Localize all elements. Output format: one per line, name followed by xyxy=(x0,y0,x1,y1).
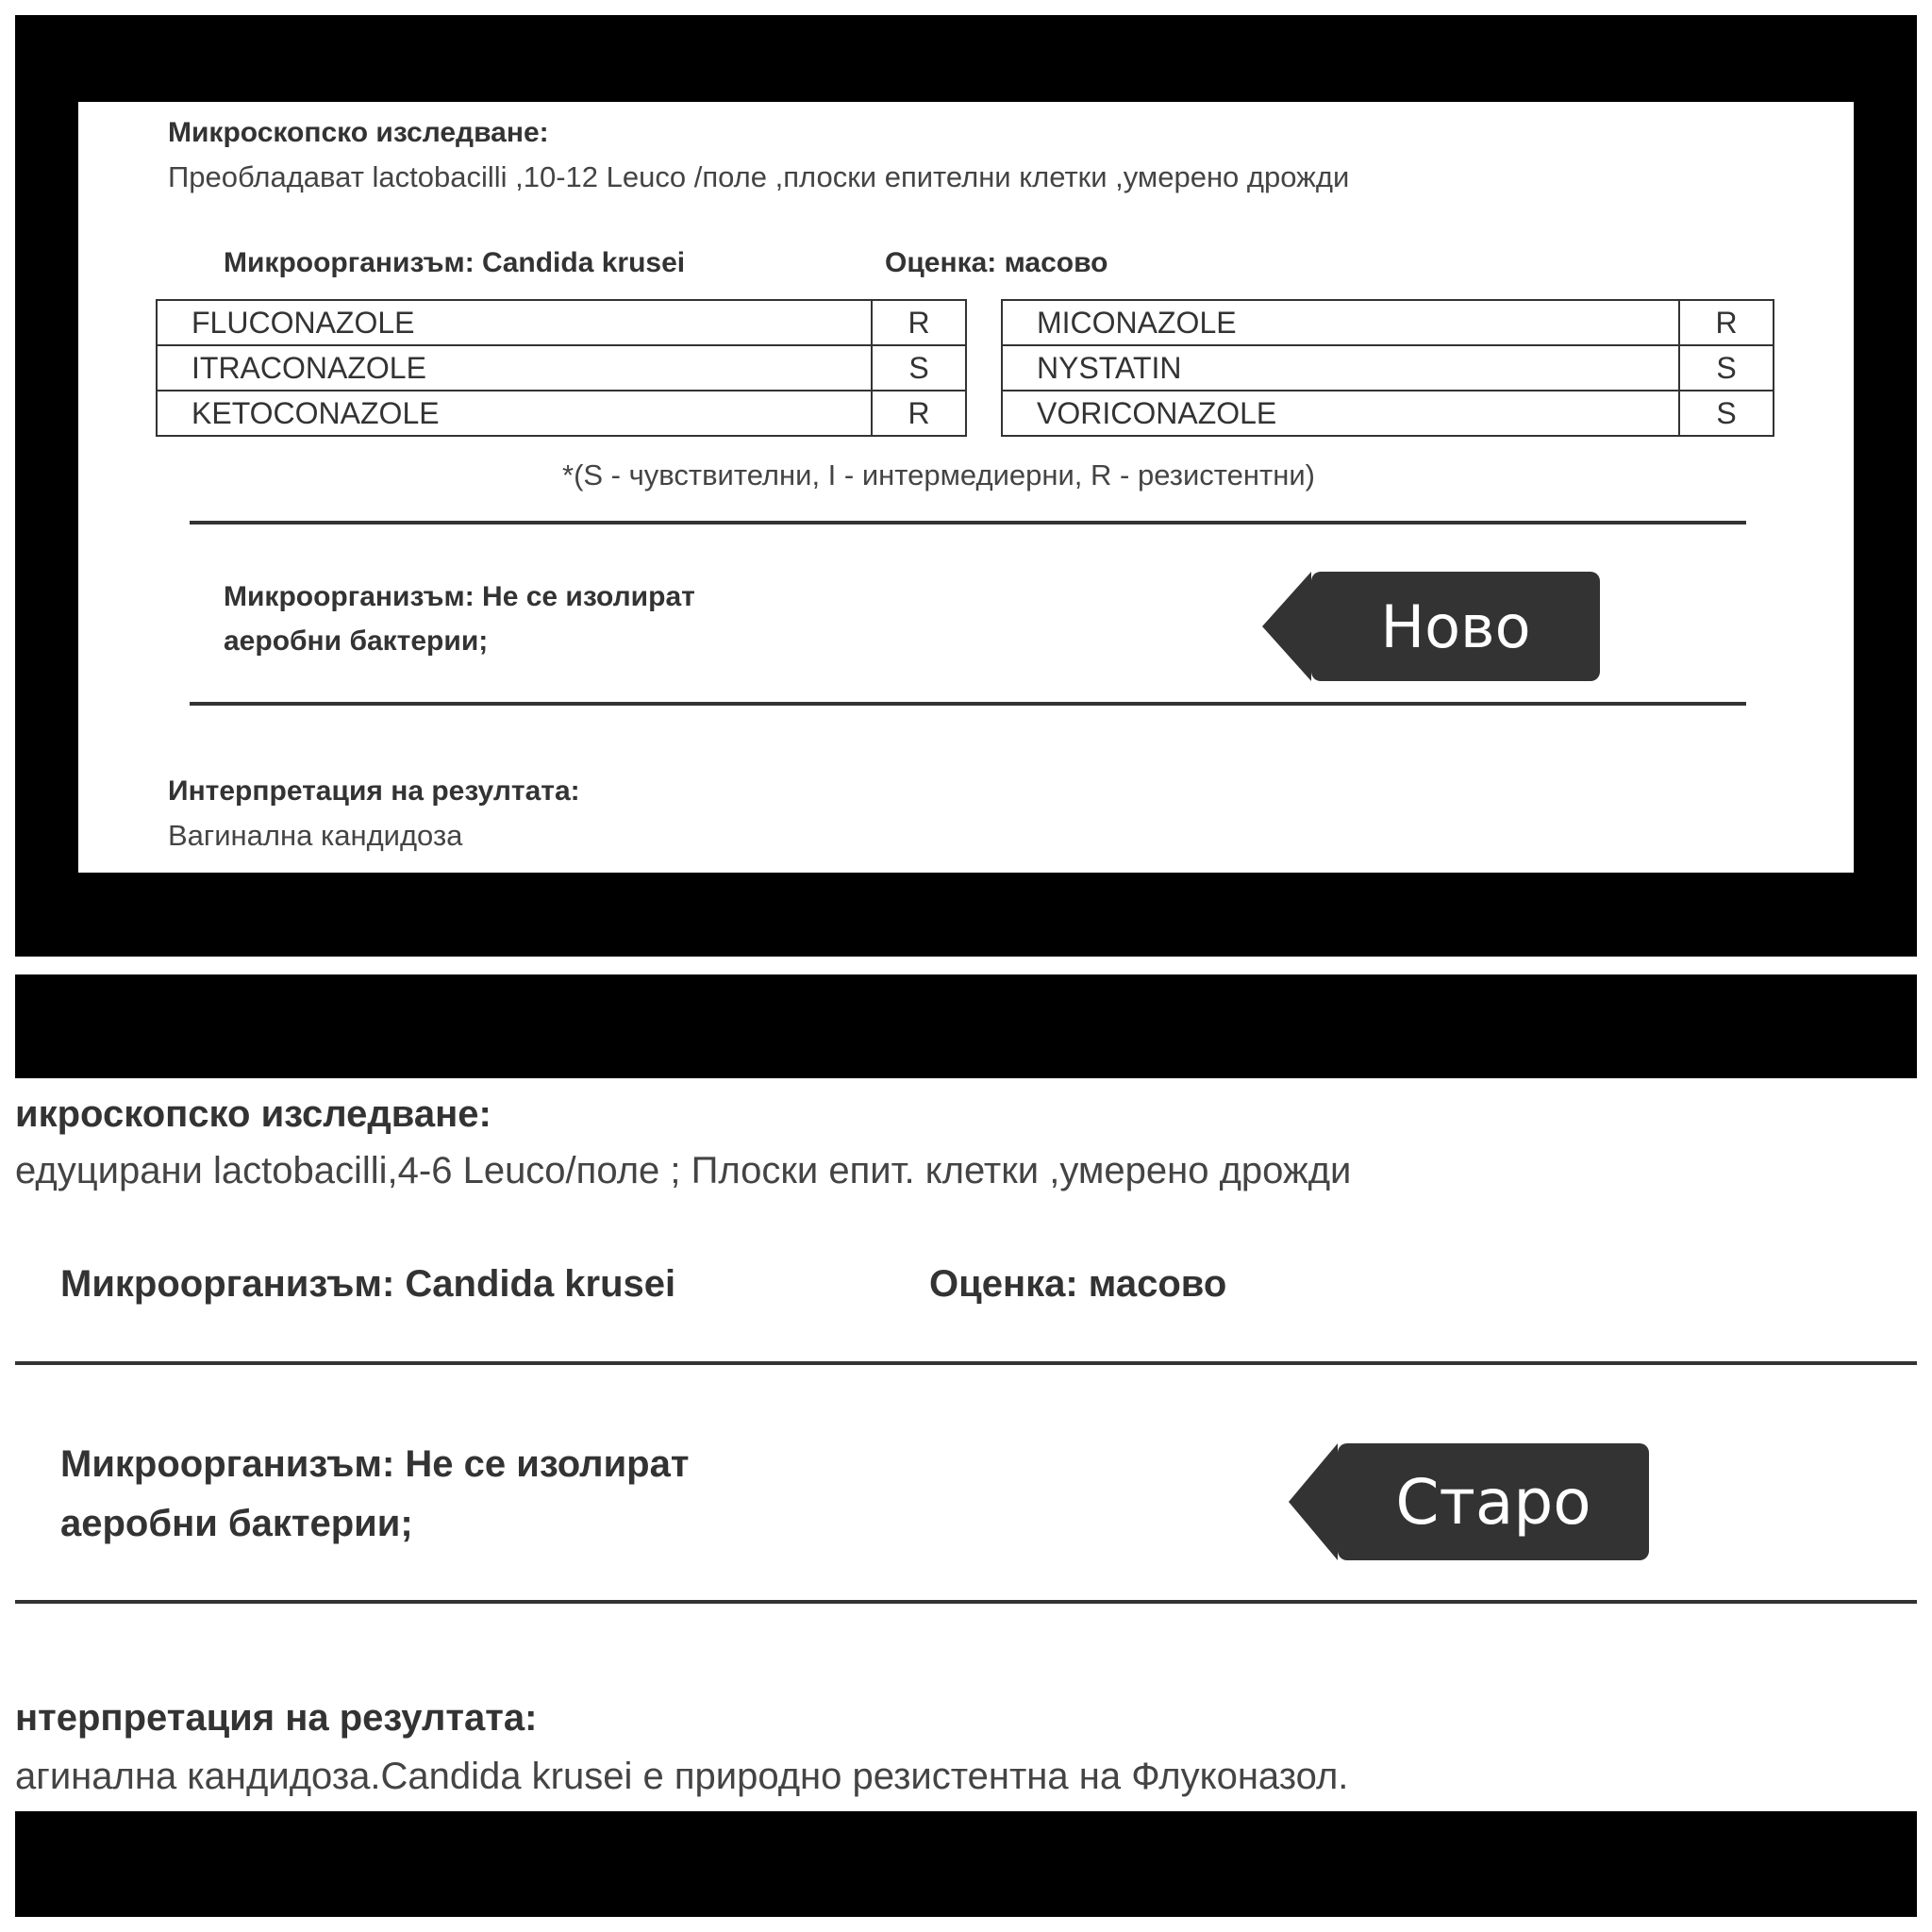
table-row xyxy=(157,300,966,345)
drug-name: VORICONAZOLE xyxy=(1002,391,1679,436)
old-label-tag xyxy=(1338,1443,1649,1560)
old-organism2-line2: аеробни бактерии; xyxy=(60,1503,413,1544)
divider xyxy=(190,521,1746,525)
new-microscopy-heading: Микроскопско изследване: xyxy=(168,117,549,148)
drug-result: S xyxy=(1679,345,1774,391)
new-assessment-label: Оценка: масово xyxy=(885,247,1108,278)
legend-text: *(S - чувствителни, I - интермедиерни, R - резистентни) xyxy=(562,458,1315,491)
table-row xyxy=(1002,300,1774,345)
drug-result: R xyxy=(872,391,966,436)
new-organism2-line1: Микроорганизъм: Не се изолират xyxy=(224,581,695,612)
new-label-tag xyxy=(1311,572,1600,681)
old-organism-label: Микроорганизъм: Candida krusei xyxy=(60,1263,676,1305)
old-organism2-line1: Микроорганизъм: Не се изолират xyxy=(60,1443,690,1485)
black-separator-bar xyxy=(15,974,1917,1078)
new-interpretation-text: Вагинална кандидоза xyxy=(168,819,463,852)
old-microscopy-heading: икроскопско изследване: xyxy=(15,1093,491,1135)
table-row xyxy=(1002,391,1774,436)
susceptibility-table-right xyxy=(1001,299,1774,437)
old-interpretation-heading: нтерпретация на резултата: xyxy=(15,1697,538,1739)
new-tag-text: Ново xyxy=(1380,591,1531,661)
drug-name: NYSTATIN xyxy=(1002,345,1679,391)
drug-result: S xyxy=(1679,391,1774,436)
old-assessment-label: Оценка: масово xyxy=(929,1263,1227,1305)
susceptibility-table-left xyxy=(156,299,967,437)
old-tag-text: Старо xyxy=(1395,1465,1591,1539)
table-row xyxy=(157,391,966,436)
black-bottom-bar xyxy=(15,1811,1917,1917)
drug-name: ITRACONAZOLE xyxy=(157,345,872,391)
drug-result: R xyxy=(872,300,966,345)
divider xyxy=(190,702,1746,706)
drug-name: KETOCONAZOLE xyxy=(157,391,872,436)
divider xyxy=(15,1600,1917,1604)
drug-name: MICONAZOLE xyxy=(1002,300,1679,345)
table-row xyxy=(157,345,966,391)
drug-result: R xyxy=(1679,300,1774,345)
table-row xyxy=(1002,345,1774,391)
drug-name: FLUCONAZOLE xyxy=(157,300,872,345)
new-interpretation-heading: Интерпретация на резултата: xyxy=(168,775,580,807)
new-organism2-line2: аеробни бактерии; xyxy=(224,625,489,657)
new-microscopy-text: Преобладават lactobacilli ,10-12 Leuco /поле ,плоски епителни клетки ,умерено дрожди xyxy=(168,160,1350,193)
old-microscopy-text: едуцирани lactobacilli,4-6 Leuco/поле ; Плоски епит. клетки ,умерено дрожди xyxy=(15,1150,1352,1191)
old-interpretation-text: агинална кандидоза.Candida krusei е природно резистентна на Флуконазол. xyxy=(15,1756,1349,1797)
drug-result: S xyxy=(872,345,966,391)
new-organism-label: Микроорганизъм: Candida krusei xyxy=(224,247,686,278)
divider xyxy=(15,1361,1917,1365)
new-report-panel xyxy=(78,102,1854,873)
